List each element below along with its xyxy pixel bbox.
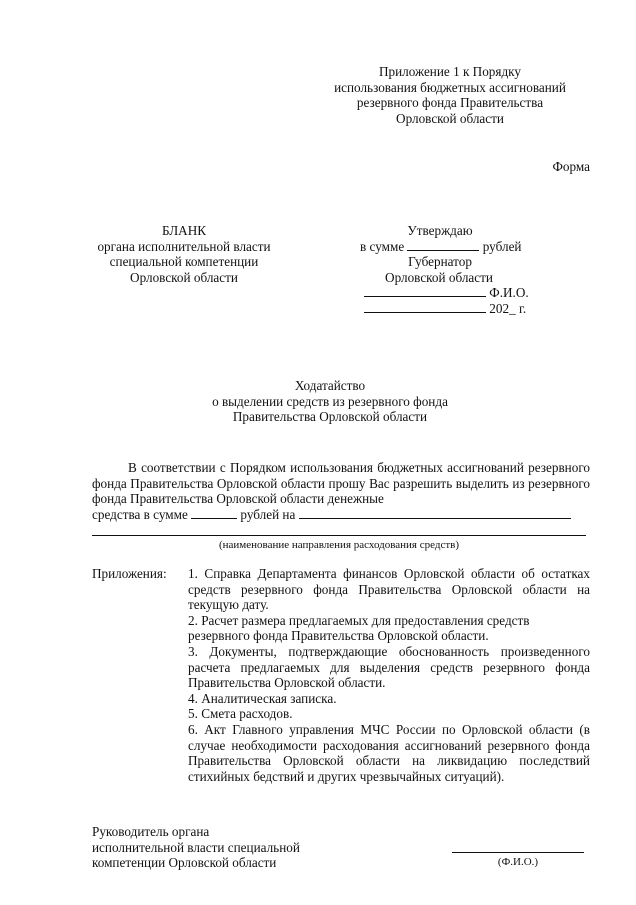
blank-line: специальной компетенции	[109, 254, 259, 270]
sum-line-row	[92, 507, 590, 523]
approve-sum-row	[360, 239, 550, 255]
sum-line-prefix: средства в сумме	[92, 506, 188, 522]
direction-caption: (наименование направления расходования средств)	[218, 539, 460, 551]
title-line: о выделении средств из резервного фонда	[212, 393, 448, 409]
blank-line: органа исполнительной власти	[97, 238, 271, 254]
title-line: Ходатайство	[294, 378, 366, 393]
appendix-line: Приложение 1 к Порядку	[379, 64, 521, 79]
appendix-item: 4. Аналитическая записка.	[188, 690, 337, 706]
appendix-item: 6. Акт Главного управления МЧС России по Орловской области (в случае необходимости расходования ассигнований резервного фонда Правительства Орловской области на ликвидацию последствий стихийных бедствий и других чрезвычайных ситуаций).	[188, 721, 590, 784]
signature-fio-line	[452, 852, 584, 853]
signature-line: компетенции Орловской области	[92, 855, 277, 871]
signature-fio-caption: (Ф.И.О.)	[497, 856, 539, 868]
appendix-item: 3. Документы, подтверждающие обоснованность произведенного расчета предлагаемых для выделения средств резервного фонда Правительства Орловской области.	[188, 643, 590, 691]
appendix-item: 5. Смета расходов.	[188, 706, 293, 722]
signature-block	[92, 824, 352, 871]
direction-line	[299, 507, 571, 519]
sum-line-middle: рублей на	[240, 506, 296, 522]
approve-date-row	[364, 301, 550, 317]
signature-line: Руководитель органа	[92, 824, 210, 839]
appendix-line: использования бюджетных ассигнований	[334, 79, 566, 95]
approve-title: Утверждаю	[407, 223, 473, 238]
form-label: Форма	[552, 159, 590, 174]
document-title	[180, 378, 480, 425]
request-paragraph	[92, 460, 590, 522]
approve-sum-suffix: рублей	[482, 238, 522, 254]
appendices-label: Приложения:	[92, 566, 167, 581]
approve-year: 202_ г.	[489, 300, 527, 316]
approve-fio: Ф.И.О.	[489, 285, 529, 301]
blank-line: Орловской области	[130, 269, 238, 285]
appendices-list	[188, 566, 590, 784]
fio-blank-line	[364, 285, 486, 297]
blank-block	[84, 223, 284, 285]
date-blank-line	[364, 301, 486, 313]
title-line: Правительства Орловской области	[232, 409, 428, 425]
appendix-line: Орловской области	[396, 110, 504, 126]
approval-block	[360, 223, 550, 317]
appendix-item: 1. Справка Департамента финансов Орловской области об остатках средств резервного фонда Правительства Орловской области на текущую дату.	[188, 566, 590, 613]
signature-line: исполнительной власти специальной	[92, 839, 300, 855]
approve-governor: Губернатор	[408, 254, 472, 270]
sum-blank-line	[407, 239, 479, 251]
direction-full-line	[92, 535, 586, 536]
request-text: В соответствии с Порядком использования бюджетных ассигнований резервного фонда Правительства Орловской области прошу Вас разрешить выделить из резервного фонда Правительства Орловской области денежные	[92, 460, 590, 507]
approve-sum-prefix: в сумме	[360, 238, 405, 254]
appendix-item: 2. Расчет размера предлагаемых для предоставления средств резервного фонда Правительства Орловской области.	[188, 612, 530, 644]
appendix-line: резервного фонда Правительства	[356, 95, 544, 111]
blank-title: БЛАНК	[161, 223, 207, 238]
approve-region: Орловской области	[385, 269, 493, 285]
sum-amount-line	[191, 507, 237, 519]
appendix-header	[300, 64, 600, 126]
approve-fio-row	[364, 285, 550, 301]
